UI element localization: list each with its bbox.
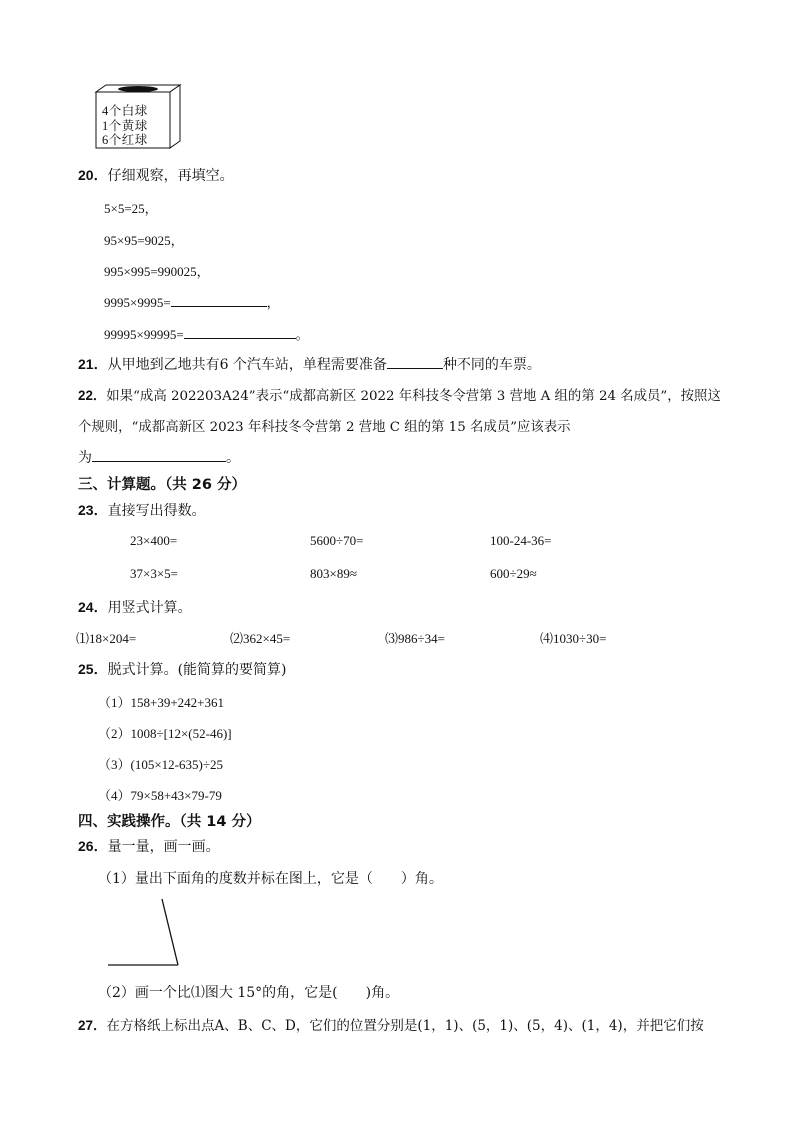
- q22-blank[interactable]: [92, 449, 226, 462]
- q24-item-1: ⑴18×204=: [76, 631, 137, 646]
- q22-line-3-prefix: 为: [78, 450, 92, 466]
- q20-line-5-suffix: 。: [295, 327, 309, 342]
- q24-item-4: ⑷1030÷30=: [540, 631, 607, 646]
- section-3-title: 三、计算题。（共 26 分）: [78, 477, 247, 493]
- q25-item-4: （4）79×58+43×79-79: [98, 788, 222, 803]
- q23-item-5: 803×89≈: [310, 566, 357, 581]
- q27: [78, 1014, 704, 1034]
- q20-line-4-text: 9995×9995=: [104, 295, 171, 310]
- box-label-yellow: 1个黄球: [102, 119, 148, 133]
- q24-item-2: ⑵362×45=: [230, 631, 291, 646]
- q20-line-1: 5×5=25，: [104, 201, 158, 216]
- q26-heading: [78, 836, 220, 856]
- q20-blank-2[interactable]: [184, 326, 296, 339]
- q22-line-3-suffix: 。: [226, 450, 240, 466]
- q27-text: 在方格纸上标出点A、B、C、D，它们的位置分别是(1，1)、(5，1)、(5，4)、(1，4)，并把它们按: [106, 1018, 704, 1034]
- section-4-title: 四、实践操作。（共 14 分）: [78, 814, 261, 830]
- q25-item-1: （1）158+39+242+361: [98, 695, 224, 710]
- q23-item-6: 600÷29≈: [490, 566, 537, 581]
- q24-number: 24．: [78, 599, 108, 615]
- q22-line-1-text: 如果“成高 202203A24”表示“成都高新区 2022 年科技冬令营第 3 营地 A 组的第 24 名成员”，按照这: [106, 389, 721, 404]
- q24-heading: [78, 597, 192, 617]
- q26-sub-2: （2）画一个比⑴图大 15°的角，它是( )角。: [98, 985, 400, 1001]
- q25-text: 脱式计算。(能简算的要简算): [107, 662, 287, 678]
- q20-line-4: [104, 292, 280, 311]
- q23-item-4: 37×3×5=: [130, 566, 178, 581]
- q20-line-4-suffix: ，: [266, 295, 280, 310]
- q23-item-3: 100-24-36=: [490, 533, 552, 548]
- q25-item-2: （2）1008÷[12×(52-46)]: [98, 726, 232, 741]
- q26-text: 量一量，画一画。: [107, 839, 220, 855]
- q26-number: 26．: [78, 838, 108, 854]
- q22-line-2: 个规则，“成都高新区 2023 年科技冬令营第 2 营地 C 组的第 15 名成员”应该表示: [78, 420, 571, 435]
- q22-line-3: [78, 447, 240, 467]
- q21: [78, 354, 541, 374]
- q23-item-1: 23×400=: [130, 533, 178, 548]
- q21-blank[interactable]: [387, 356, 443, 369]
- q26-sub-1: （1）量出下面角的度数并标在图上，它是（ ）角。: [98, 871, 443, 887]
- angle-figure: [100, 895, 190, 970]
- q20-line-5-text: 99995×99995=: [104, 327, 184, 342]
- q23-text: 直接写出得数。: [107, 503, 206, 519]
- q23-heading: [78, 500, 206, 520]
- box-label-white: 4个白球: [102, 104, 148, 118]
- q20-line-5: [104, 324, 309, 343]
- q20-line-2: 95×95=9025，: [104, 233, 184, 248]
- box-label-red: 6个红球: [102, 133, 148, 147]
- q23-item-2: 5600÷70=: [310, 533, 364, 548]
- q20-number: 20．: [78, 167, 108, 183]
- q21-number: 21．: [78, 356, 108, 372]
- q25-item-3: （3）(105×12-635)÷25: [98, 757, 223, 772]
- q23-number: 23．: [78, 502, 108, 518]
- q25-heading: [78, 659, 287, 679]
- q22-line-1: [78, 385, 721, 404]
- q20-blank-1[interactable]: [171, 294, 267, 307]
- q22-number: 22．: [78, 388, 107, 403]
- q20-line-3: 995×995=990025，: [104, 264, 210, 279]
- q20-text: 仔细观察，再填空。: [107, 168, 234, 184]
- q20-heading: [78, 165, 234, 185]
- q27-number: 27．: [78, 1018, 107, 1033]
- q21-text-a: 从甲地到乙地共有6 个汽车站，单程需要准备: [107, 357, 387, 373]
- q21-text-b: 种不同的车票。: [442, 357, 541, 373]
- q24-text: 用竖式计算。: [107, 600, 192, 616]
- q25-number: 25．: [78, 661, 108, 677]
- q24-item-3: ⑶986÷34=: [385, 631, 445, 646]
